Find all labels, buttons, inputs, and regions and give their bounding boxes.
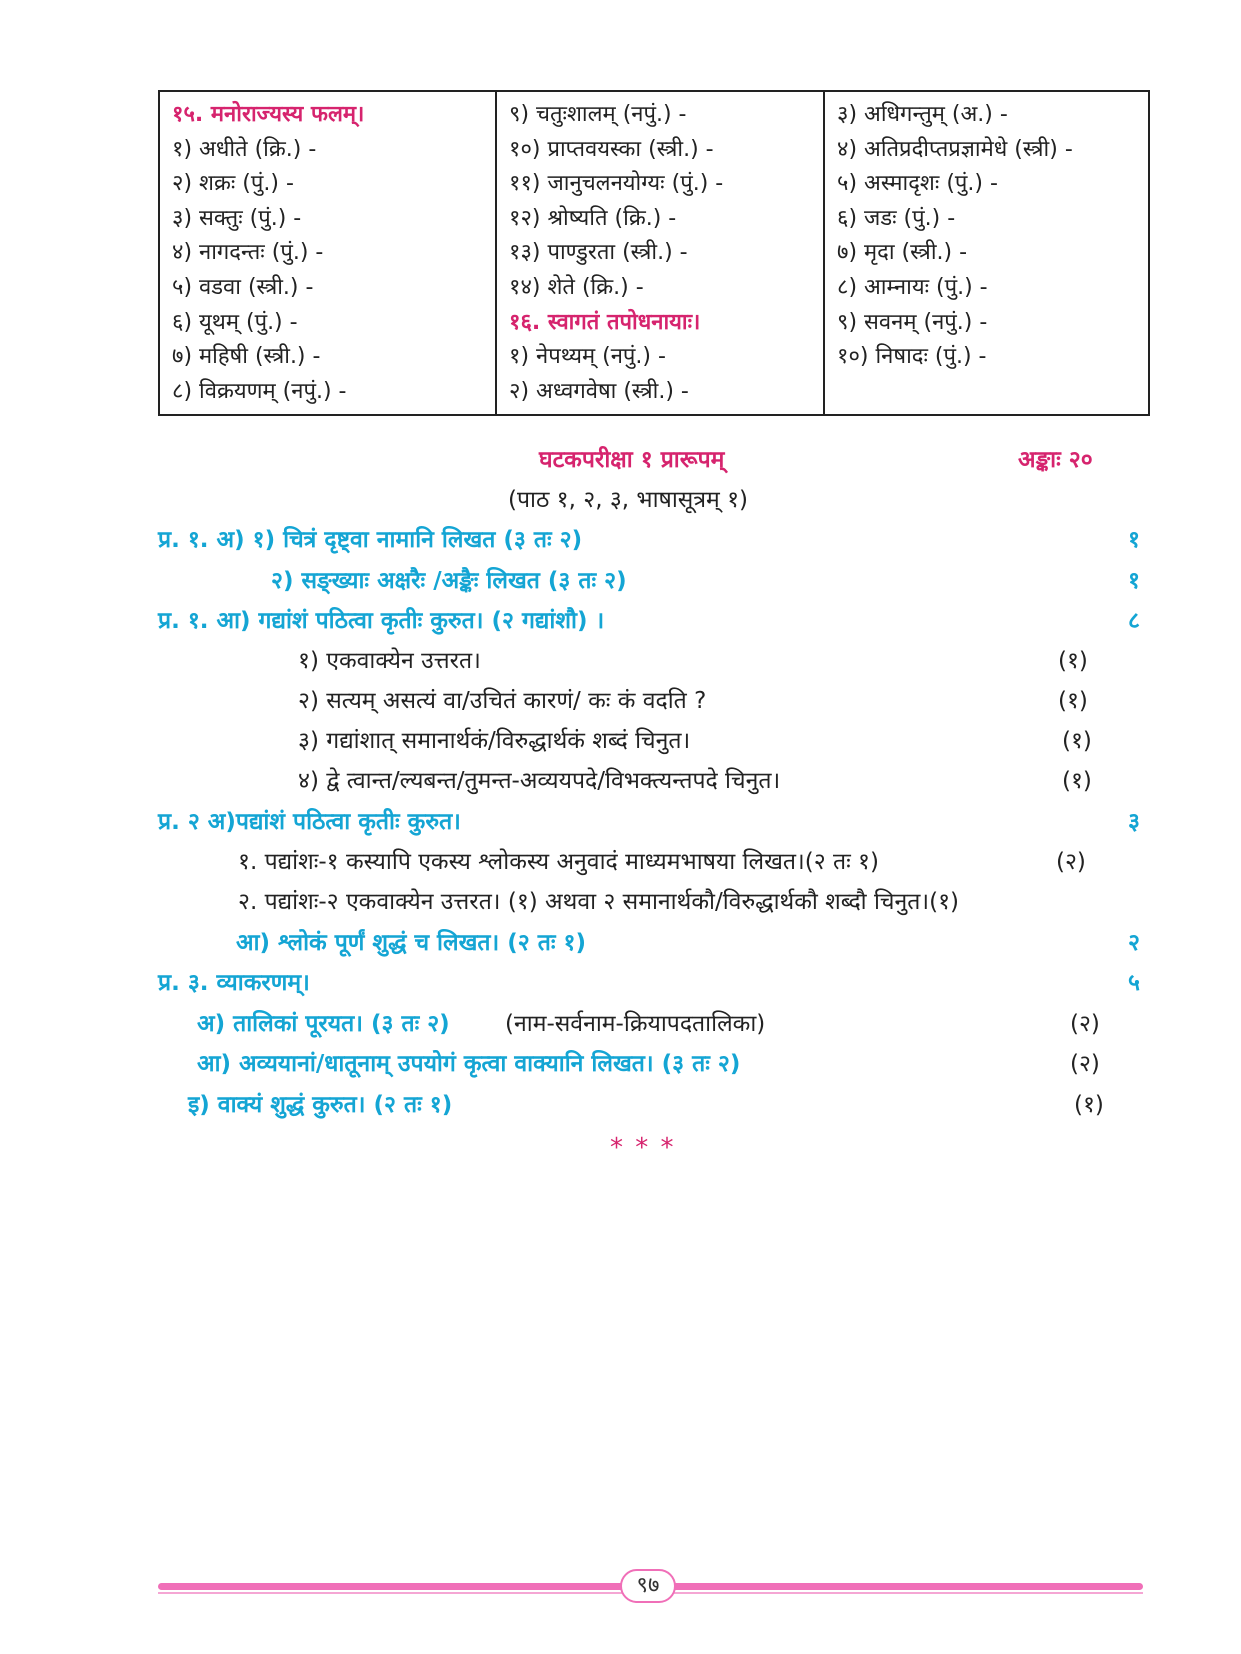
vocab-item: १३) पाण्डुरता (स्त्री.) -: [509, 240, 688, 266]
section-end-stars: * * *: [610, 1133, 676, 1163]
question-3c-marks: (१): [1074, 1092, 1104, 1118]
question-2b-marks: २: [1128, 930, 1140, 956]
question-3-marks: ५: [1128, 970, 1140, 996]
question-3a-note: (नाम-सर्वनाम-क्रियापदतालिका): [505, 1011, 766, 1037]
question-1b-item-marks: (१): [1058, 688, 1088, 714]
question-3a-marks: (२): [1070, 1011, 1100, 1037]
vocab-item: ५) अस्मादृशः (पुं.) -: [837, 171, 998, 197]
question-3b: आ) अव्ययानां/धातूनाम् उपयोगं कृत्वा वाक्यानि लिखत। (३ तः २): [197, 1051, 741, 1077]
question-1b-item: २) सत्यम् असत्यं वा/उचितं कारणं/ कः कं वदति ?: [298, 688, 707, 714]
vocab-item: ७) महिषी (स्त्री.) -: [172, 344, 321, 370]
question-2a-item: १. पद्यांशः-१ कस्यापि एकस्य श्लोकस्य अनुवादं माध्यमभाषया लिखत।(२ तः १): [238, 849, 879, 875]
vocab-item: ९) चतुःशालम् (नपुं.) -: [509, 102, 687, 127]
vocab-item: ५) वडवा (स्त्री.) -: [172, 274, 314, 300]
vocabulary-table: [158, 90, 1150, 416]
question-1a-1: प्र. १. अ) १) चित्रं दृष्ट्वा नामानि लिखत (३ तः २): [158, 527, 583, 553]
lesson-15-heading: १५. मनोराज्यस्य फलम्।: [172, 102, 365, 127]
vocab-item: १०) निषादः (पुं.) -: [837, 344, 987, 370]
question-2a-item-marks: (२): [1056, 849, 1086, 875]
vocab-column-2: [495, 92, 823, 414]
question-3a: अ) तालिकां पूरयत। (३ तः २): [197, 1011, 450, 1037]
vocab-item: ३) अधिगन्तुम् (अ.) -: [837, 102, 1008, 127]
vocab-item: १०) प्राप्तवयस्का (स्त्री.) -: [509, 136, 714, 162]
vocab-item: ४) अतिप्रदीप्तप्रज्ञामेधे (स्त्री) -: [837, 136, 1073, 162]
vocab-item: ८) विक्रयणम् (नपुं.) -: [172, 378, 347, 404]
vocab-item: १४) शेते (क्रि.) -: [509, 274, 644, 300]
vocab-item: ९) सवनम् (नपुं.) -: [837, 309, 988, 335]
question-2b: आ) श्लोकं पूर्णं शुद्धं च लिखत। (२ तः १): [236, 930, 586, 956]
vocab-column-3: [823, 92, 1148, 414]
vocab-item: ११) जानुचलनयोग्यः (पुं.) -: [509, 171, 724, 197]
vocab-item: ७) मृदा (स्त्री.) -: [837, 240, 968, 266]
vocab-item: १२) श्रोष्यति (क्रि.) -: [509, 205, 677, 231]
exam-total-marks: अङ्काः २०: [1018, 447, 1093, 473]
question-1b-item-marks: (१): [1062, 768, 1092, 794]
page-number: ९७: [620, 1569, 676, 1603]
vocab-item: २) शक्रः (पुं.) -: [172, 171, 294, 197]
question-1a-1-marks: १: [1128, 527, 1140, 553]
question-1b-item-marks: (१): [1058, 648, 1088, 674]
vocab-item: ८) आम्नायः (पुं.) -: [837, 274, 988, 300]
question-1b-item: ४) द्वे त्वान्त/ल्यबन्त/तुमन्त-अव्ययपदे/विभक्त्यन्तपदे चिनुत।: [298, 768, 781, 794]
exam-title: घटकपरीक्षा १ प्रारूपम्: [539, 447, 725, 473]
question-1a-2-marks: १: [1128, 568, 1140, 594]
vocab-item: १) नेपथ्यम् (नपुं.) -: [509, 344, 666, 370]
question-1b-marks: ८: [1128, 608, 1140, 634]
vocab-item: २) अध्वगवेषा (स्त्री.) -: [509, 378, 689, 404]
question-2a: प्र. २ अ)पद्यांशं पठित्वा कृतीः कुरुत।: [158, 809, 461, 835]
exam-subtitle: (पाठ १, २, ३, भाषासूत्रम् १): [508, 487, 749, 513]
question-1a-2: २) सङ्ख्याः अक्षरैः /अङ्कैः लिखत (३ तः २): [271, 568, 627, 594]
question-1b: प्र. १. आ) गद्यांशं पठित्वा कृतीः कुरुत। (२ गद्यांशौ) ।: [158, 608, 605, 634]
question-3c: इ) वाक्यं शुद्धं कुरुत। (२ तः १): [188, 1092, 453, 1118]
question-2a-marks: ३: [1128, 809, 1140, 835]
question-3b-marks: (२): [1070, 1051, 1100, 1077]
vocab-item: ६) जडः (पुं.) -: [837, 205, 956, 231]
question-2a-item: २. पद्यांशः-२ एकवाक्येन उत्तरत। (१) अथवा २ समानार्थकौ/विरुद्धार्थकौ शब्दौ चिनुत।(१): [238, 889, 960, 915]
vocab-item: ३) सक्तुः (पुं.) -: [172, 205, 302, 231]
question-1b-item: ३) गद्यांशात् समानार्थकं/विरुद्धार्थकं शब्दं चिनुत।: [298, 728, 691, 754]
lesson-16-heading: १६. स्वागतं तपोधनायाः।: [509, 309, 701, 335]
question-3: प्र. ३. व्याकरणम्।: [158, 970, 310, 996]
question-1b-item-marks: (१): [1062, 728, 1092, 754]
vocab-column-1: [160, 92, 495, 414]
vocab-item: ४) नागदन्तः (पुं.) -: [172, 240, 324, 266]
vocab-item: ६) यूथम् (पुं.) -: [172, 309, 298, 335]
vocab-item: १) अधीते (क्रि.) -: [172, 136, 317, 162]
question-1b-item: १) एकवाक्येन उत्तरत।: [298, 648, 481, 674]
